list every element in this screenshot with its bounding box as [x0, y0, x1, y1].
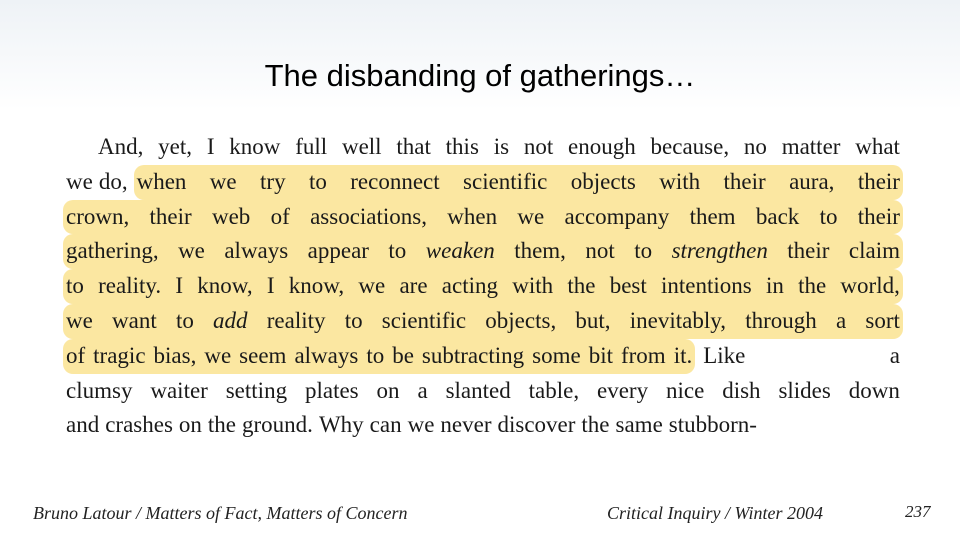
word: on — [376, 377, 400, 403]
word: bias, — [153, 342, 197, 368]
quoted-passage — [66, 130, 900, 443]
word: in — [765, 273, 784, 299]
word: a — [417, 377, 428, 403]
word: objects — [570, 168, 636, 194]
word: I — [266, 273, 275, 299]
slide-title: The disbanding of gatherings… — [264, 58, 696, 93]
word: their — [787, 238, 830, 264]
word: be — [392, 342, 414, 368]
word: try — [260, 168, 286, 194]
passage-line-4 — [63, 234, 903, 269]
word: we — [204, 342, 232, 368]
word: full — [295, 134, 328, 159]
word: intentions — [660, 273, 752, 299]
word: always — [224, 238, 289, 264]
word: objects, — [485, 307, 557, 333]
word: slides — [778, 377, 831, 403]
word: when — [136, 168, 187, 194]
word: never — [440, 412, 492, 438]
word: their — [857, 168, 900, 194]
passage-line-2 — [66, 165, 900, 200]
word: to — [634, 238, 653, 264]
word: them — [689, 203, 736, 229]
word: we — [209, 168, 237, 194]
footer-journal: Critical Inquiry / Winter 2004 — [607, 503, 823, 523]
word: when — [447, 203, 498, 229]
word: no — [743, 134, 767, 159]
word: the — [207, 412, 237, 438]
page-number: 237 — [905, 502, 931, 521]
passage-line-7 — [66, 339, 900, 374]
word: seem — [239, 342, 287, 368]
word: setting — [225, 377, 288, 403]
word: not — [585, 238, 615, 264]
word: we — [66, 307, 93, 333]
word: back — [755, 203, 800, 229]
word: of — [270, 203, 290, 229]
word: strengthen — [671, 238, 768, 264]
word: to — [366, 342, 385, 368]
word: their — [857, 203, 900, 229]
word: matter — [781, 134, 841, 159]
word: Like — [703, 342, 746, 368]
word: we — [407, 412, 435, 438]
word: some — [532, 342, 581, 368]
footer-citation: Bruno Latour / Matters of Fact, Matters of Concern — [33, 503, 408, 523]
word: with — [659, 168, 701, 194]
word: best — [609, 273, 647, 299]
word: know, — [288, 273, 345, 299]
word: world, — [840, 273, 900, 299]
line-tail — [703, 339, 900, 374]
word: sort — [865, 307, 900, 333]
highlight-span — [134, 165, 903, 200]
word: scientific — [463, 168, 548, 194]
word: but, — [575, 307, 611, 333]
word: know — [229, 134, 281, 159]
word: through — [745, 307, 817, 333]
word: claim — [848, 238, 900, 264]
word: well — [341, 134, 382, 159]
word: associations, — [310, 203, 427, 229]
word: stubborn- — [668, 412, 757, 438]
word: to — [175, 307, 194, 333]
word: to — [819, 203, 838, 229]
word: their — [149, 203, 192, 229]
word: waiter — [150, 377, 208, 403]
word: them, — [514, 238, 566, 264]
word: nice — [665, 377, 705, 403]
word: with — [512, 273, 554, 299]
word: crown, — [66, 203, 130, 229]
passage-line-3 — [63, 200, 903, 235]
word: we — [66, 168, 93, 194]
word: the — [798, 273, 827, 299]
word: I — [175, 273, 184, 299]
word: enough — [568, 134, 636, 159]
word: reality. — [98, 273, 162, 299]
word: always — [294, 342, 359, 368]
word: know, — [197, 273, 253, 299]
word: same — [615, 412, 663, 438]
word: of — [66, 342, 86, 368]
word: are — [399, 273, 428, 299]
word: it. — [673, 342, 693, 368]
word: to — [308, 168, 327, 194]
word: plates — [304, 377, 359, 403]
word: add — [213, 307, 248, 333]
word: from — [620, 342, 666, 368]
word: that — [396, 134, 431, 159]
word: And, — [98, 134, 144, 159]
passage-line-5 — [63, 269, 903, 304]
word: can — [369, 412, 402, 438]
word: table, — [528, 377, 580, 403]
word: a — [835, 307, 847, 333]
word: we — [358, 273, 386, 299]
word: tragic — [93, 342, 146, 368]
word: their — [723, 168, 766, 194]
word: to — [344, 307, 363, 333]
word: because, — [650, 134, 730, 159]
word: bit — [588, 342, 613, 368]
word: to — [66, 273, 84, 299]
word: clumsy — [66, 377, 133, 403]
word: the — [581, 412, 610, 438]
word: ground. — [242, 412, 313, 438]
word: down — [848, 377, 900, 403]
word: slanted — [445, 377, 511, 403]
word: accompany — [564, 203, 670, 229]
word: not — [523, 134, 554, 159]
word: appear — [307, 238, 369, 264]
word: do, — [98, 168, 128, 194]
word: is — [493, 134, 510, 159]
word: reconnect — [350, 168, 440, 194]
word: web — [211, 203, 251, 229]
word: we — [517, 203, 545, 229]
passage-line-6 — [63, 304, 903, 339]
word: this — [445, 134, 479, 159]
word: Why — [318, 412, 364, 438]
word: and — [66, 412, 100, 438]
word: gathering, — [66, 238, 159, 264]
word: every — [597, 377, 649, 403]
word: weaken — [425, 238, 495, 264]
word: reality — [266, 307, 326, 333]
word: to — [388, 238, 407, 264]
word: I — [206, 134, 215, 159]
word: we — [178, 238, 205, 264]
passage-line-9 — [66, 408, 900, 443]
word: crashes — [105, 412, 173, 438]
word: yet, — [158, 134, 193, 159]
passage-line-1 — [66, 130, 900, 165]
word: subtracting — [421, 342, 525, 368]
word: inevitably, — [629, 307, 726, 333]
word: a — [889, 342, 900, 368]
word: dish — [722, 377, 761, 403]
word: want — [112, 307, 157, 333]
word: discover — [497, 412, 576, 438]
word: the — [567, 273, 596, 299]
word: acting — [441, 273, 498, 299]
highlight-span — [63, 339, 695, 374]
word: aura, — [789, 168, 835, 194]
passage-line-8 — [66, 374, 900, 409]
word: what — [855, 134, 900, 159]
word: scientific — [381, 307, 467, 333]
word: on — [178, 412, 202, 438]
